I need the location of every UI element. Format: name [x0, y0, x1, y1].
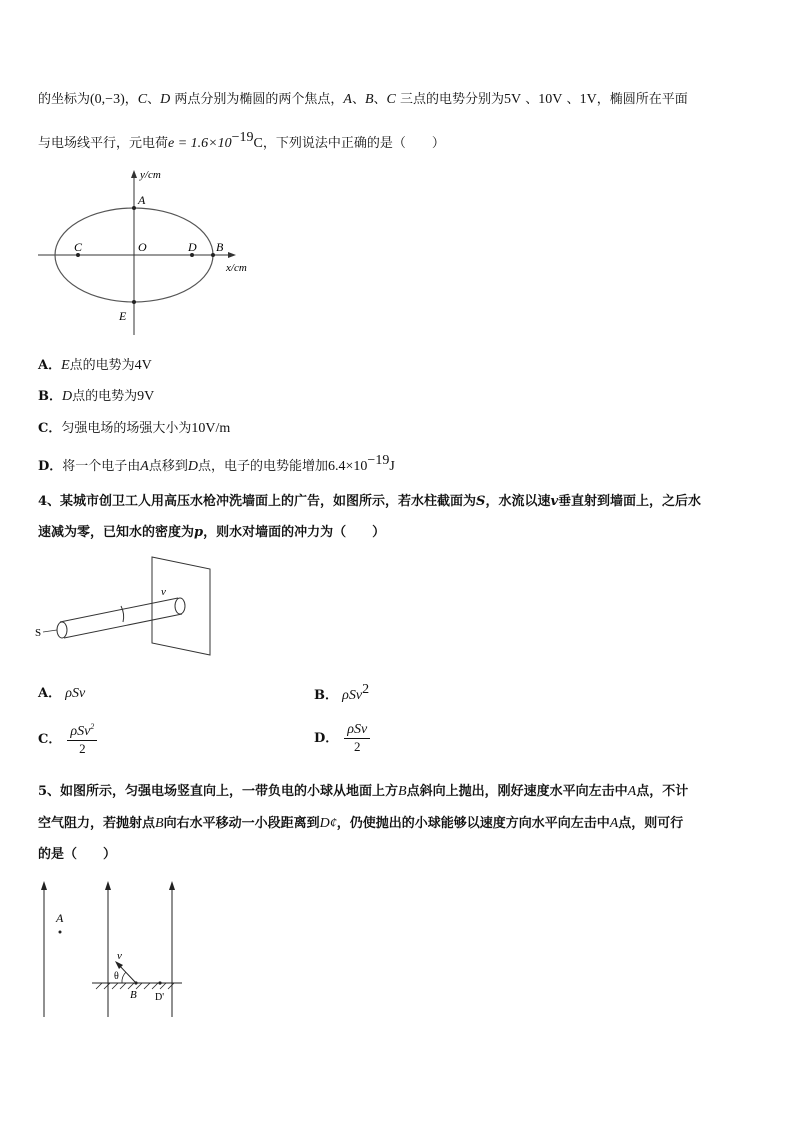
- label-v: v: [117, 950, 122, 962]
- q4-option-c-fraction: $\frac{\rho Sv^2}{2}$: [67, 722, 97, 757]
- q5-stem-line3: 的是（ ）: [38, 847, 117, 862]
- point-B: [211, 253, 215, 257]
- q4-option-a[interactable]: A． ρSv: [38, 686, 86, 701]
- x-axis-arrow-icon: [228, 252, 236, 258]
- q5-stem-line2: 空气阻力，若抛射点B向右水平移动一小段距离到D¢，仍使抛出的小球能够以速度方向水平向左击中A点，则可行: [38, 816, 684, 831]
- label-E: E: [119, 309, 127, 323]
- label-v: v: [161, 586, 166, 598]
- point-E: [132, 300, 136, 304]
- q3-option-c[interactable]: C．匀强电场的场强大小为10V/m: [38, 421, 231, 436]
- q3-ellipse-figure: [30, 165, 270, 340]
- q4-option-b[interactable]: B． ρSv$^2$: [314, 682, 370, 703]
- q4-option-c[interactable]: C． $\frac{\rho Sv^2}{2}$: [38, 722, 97, 757]
- y-axis-arrow-icon: [131, 170, 137, 178]
- field-arrow-icon-2: [105, 881, 111, 890]
- point-A: [59, 931, 62, 934]
- point-A: [132, 206, 136, 210]
- field-arrow-icon-3: [169, 881, 175, 890]
- q3-option-a[interactable]: A．E点的电势为4V: [38, 358, 152, 373]
- q3-stem-line1: 的坐标为(0,−3)，C、D 两点分别为椭圆的两个焦点，A、B、C 三点的电势分别为5V 、10V 、1V，椭圆所在平面: [38, 92, 688, 107]
- q5-field-figure: [30, 878, 190, 1023]
- cylinder-section-line: [121, 606, 124, 622]
- q4-option-d[interactable]: D． $\frac{\text{ρSv}}{2}$: [314, 722, 370, 755]
- wall: [152, 557, 210, 655]
- q3-stem-text: 的坐标为: [38, 92, 91, 107]
- q4-stem-line1: 4、某城市创卫工人用高压水枪冲洗墙面上的广告，如图所示，若水柱截面为S，水流以速v垂直射到墙面上，之后水: [38, 494, 702, 509]
- s-leader-line: [43, 630, 57, 632]
- label-theta: θ: [114, 971, 119, 982]
- label-S: S: [35, 627, 42, 639]
- q4-water-gun-figure: [35, 555, 220, 660]
- point-Dprime: [158, 981, 161, 984]
- label-C: C: [74, 240, 83, 254]
- label-D: D: [188, 240, 197, 254]
- q3-stem-line2: 与电场线平行，元电荷$e = 1.6\times 10^{-19}C$，下列说法中正确的是（ ）: [38, 130, 445, 151]
- point-B: [134, 981, 137, 984]
- cylinder-back-end: [57, 622, 67, 638]
- label-B: B: [130, 989, 137, 1001]
- q3-option-b[interactable]: B．D点的电势为9V: [38, 389, 155, 404]
- q3-coord: (0,−3): [90, 92, 125, 107]
- field-arrow-icon-1: [41, 881, 47, 890]
- label-A: A: [56, 911, 64, 925]
- q4-option-d-fraction: $\frac{\text{ρSv}}{2}$: [344, 722, 370, 755]
- label-O: O: [138, 240, 147, 254]
- q3-charge-expr: e = 1.6×10: [168, 136, 232, 151]
- label-Dprime: D': [155, 992, 165, 1003]
- label-A: A: [138, 193, 146, 207]
- q5-stem-line1: 5、如图所示，匀强电场竖直向上，一带负电的小球从地面上方B点斜向上抛出，刚好速度水平向左击中A点，不计: [38, 784, 689, 799]
- q4-stem-line2: 速减为零，已知水的密度为p，则水对墙面的冲力为（ ）: [38, 525, 386, 540]
- label-B: B: [216, 240, 224, 254]
- theta-arc: [122, 972, 126, 983]
- cylinder-front-end: [175, 598, 185, 614]
- x-axis-label: x/cm: [226, 262, 247, 274]
- q3-option-d[interactable]: D．将一个电子由A点移到D点，电子的电势能增加$6.4\times 10^{-19}J$: [38, 453, 395, 474]
- y-axis-label: y/cm: [140, 169, 161, 181]
